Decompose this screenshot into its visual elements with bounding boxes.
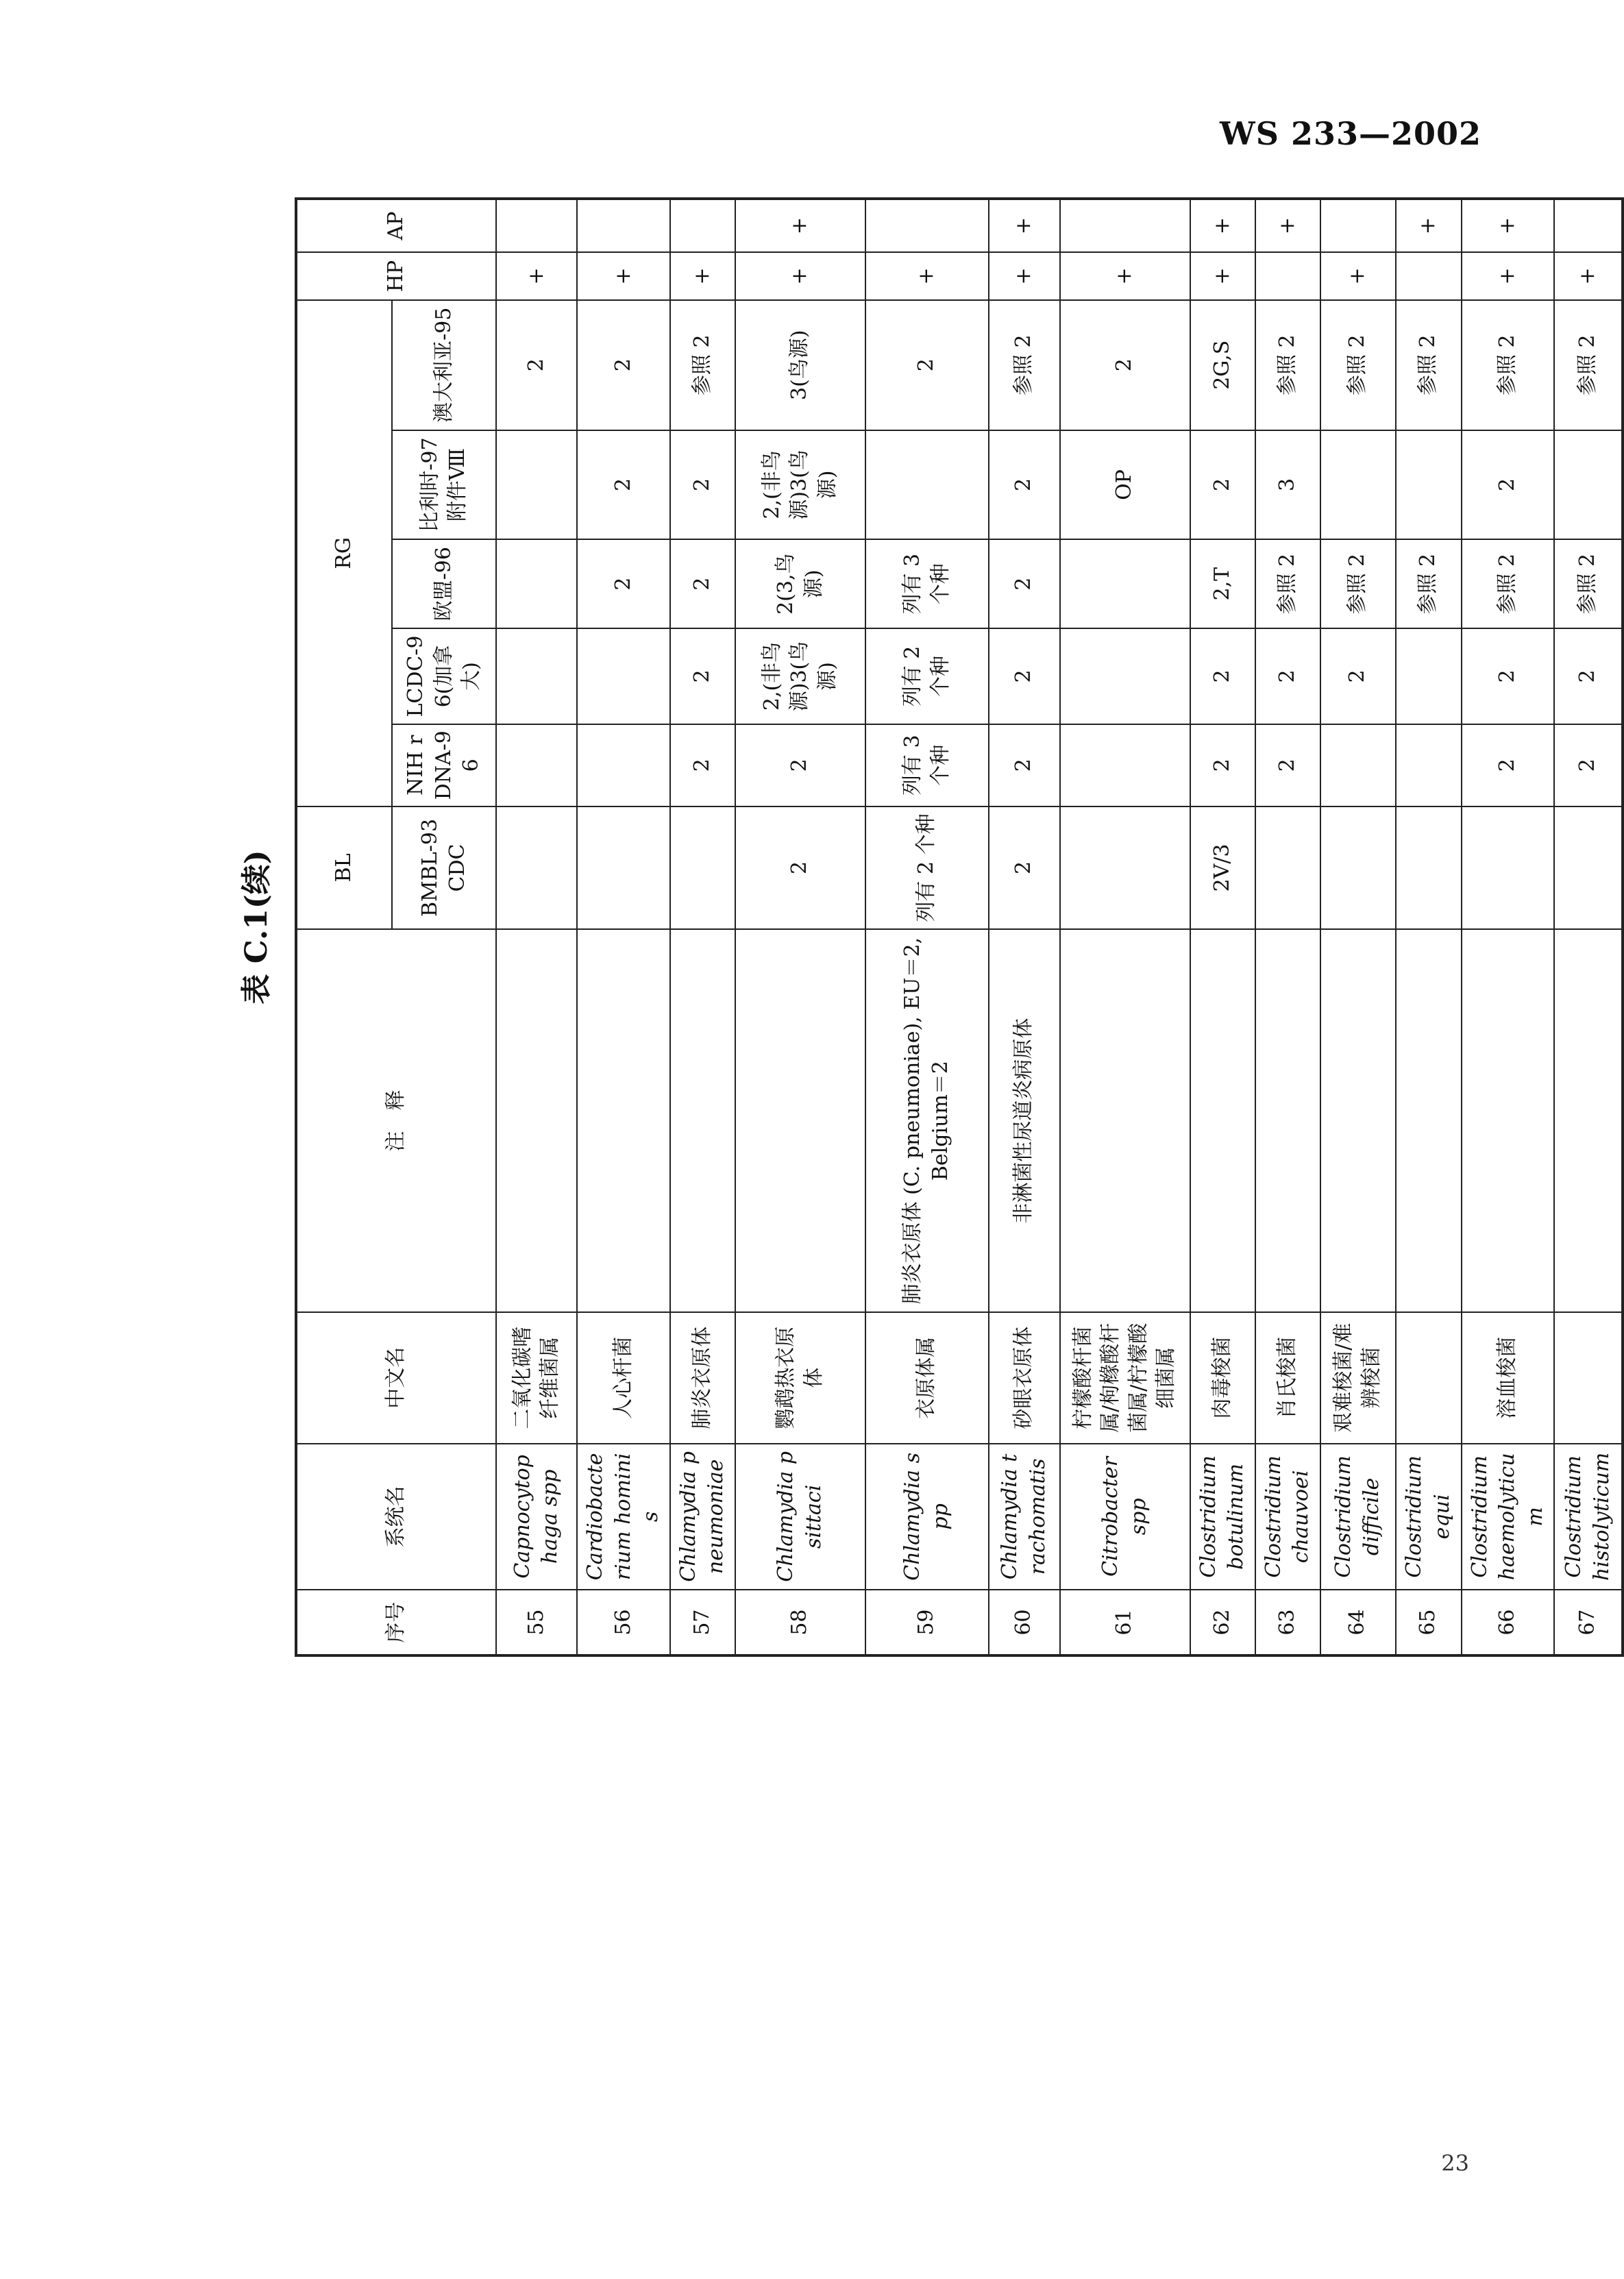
chinese-name: 肉毒梭菌 [1190,1312,1255,1444]
chinese-name [1554,1312,1623,1444]
scientific-name: Clostridium haemolyticum [1462,1444,1555,1590]
table-row [1554,199,1623,1655]
table-body [496,199,1623,1655]
belgium-value: 2,(非鸟源)3(鸟源) [735,430,865,540]
australia-value: 2 [865,300,989,430]
nih-value: 列有 3 个种 [865,724,989,806]
row-index: 55 [496,1590,577,1655]
lcdc-value: 2 [989,628,1060,724]
lcdc-value: 2 [1462,628,1555,724]
scientific-name: Capnocytophaga spp [496,1444,577,1590]
lcdc-value: 列有 2 个种 [865,628,989,724]
table-row [1396,199,1462,1655]
nih-value: 2 [1462,724,1555,806]
notes [496,929,577,1312]
table-row [1190,199,1255,1655]
eu-value: 参照 2 [1396,539,1462,628]
ap-mark [577,199,670,252]
row-index: 61 [1060,1590,1190,1655]
row-index: 60 [989,1590,1060,1655]
lcdc-value: 2,(非鸟源)3(鸟源) [735,628,865,724]
bmbl-value [496,806,577,930]
nih-value: 2 [989,724,1060,806]
hp-mark: + [865,252,989,300]
chinese-name [1396,1312,1462,1444]
table-title: 表 C.1(续) [239,850,274,1005]
bmbl-value [1255,806,1320,930]
ap-mark [865,199,989,252]
nih-value [1320,724,1396,806]
scientific-name: Clostridium equi [1396,1444,1462,1590]
australia-value: 2 [1060,300,1190,430]
nih-value [1060,724,1190,806]
row-index: 59 [865,1590,989,1655]
chinese-name: 砂眼衣原体 [989,1312,1060,1444]
scientific-name: Clostridium histolyticum [1554,1444,1623,1590]
scientific-name: Citrobacter spp [1060,1444,1190,1590]
notes [1554,929,1623,1312]
australia-value: 2G,S [1190,300,1255,430]
row-index: 57 [670,1590,735,1655]
table-row [735,199,865,1655]
nih-value: 2 [1190,724,1255,806]
col-belgium-header: 比利时-97附件Ⅷ [392,430,496,540]
bmbl-value [1554,806,1623,930]
notes [1396,929,1462,1312]
belgium-value: 2 [1462,430,1555,540]
hp-mark: + [1462,252,1555,300]
standard-number: WS 233—2002 [1220,115,1481,152]
nih-value: 2 [735,724,865,806]
scientific-name: Clostridium botulinum [1190,1444,1255,1590]
row-index: 67 [1554,1590,1623,1655]
col-hp-header: HP [296,252,496,300]
col-notes-header: 注 释 [296,929,496,1312]
australia-value: 参照 2 [1396,300,1462,430]
table-row [989,199,1060,1655]
notes [577,929,670,1312]
scientific-name: Chlamydia spp [865,1444,989,1590]
australia-value: 3(鸟源) [735,300,865,430]
eu-value: 参照 2 [1320,539,1396,628]
belgium-value: OP [1060,430,1190,540]
ap-mark: + [1462,199,1555,252]
table-row [670,199,735,1655]
col-ap-header: AP [296,199,496,252]
chinese-name: 艰难梭菌/难辨梭菌 [1320,1312,1396,1444]
lcdc-value [577,628,670,724]
hp-mark: + [1190,252,1255,300]
hp-mark: + [1060,252,1190,300]
col-lcdc-header: LCDC-96(加拿大) [392,628,496,724]
row-index: 56 [577,1590,670,1655]
lcdc-value: 2 [1554,628,1623,724]
australia-value: 参照 2 [1554,300,1623,430]
col-australia-header: 澳大利亚-95 [392,300,496,430]
nih-value [1396,724,1462,806]
hp-mark [1255,252,1320,300]
notes: 非淋菌性尿道炎病原体 [989,929,1060,1312]
eu-value: 列有 3 个种 [865,539,989,628]
eu-value: 2 [577,539,670,628]
lcdc-value [496,628,577,724]
bmbl-value: 2 [735,806,865,930]
notes [1255,929,1320,1312]
belgium-value [1396,430,1462,540]
ap-mark [1060,199,1190,252]
eu-value: 参照 2 [1462,539,1555,628]
ap-mark [1320,199,1396,252]
eu-value: 参照 2 [1255,539,1320,628]
belgium-value: 2 [670,430,735,540]
table-row [1320,199,1396,1655]
belgium-value [496,430,577,540]
scientific-name: Chlamydia pneumoniae [670,1444,735,1590]
eu-value: 2 [989,539,1060,628]
nih-value: 2 [670,724,735,806]
notes [670,929,735,1312]
australia-value: 参照 2 [1320,300,1396,430]
eu-value: 2,T [1190,539,1255,628]
australia-value: 2 [577,300,670,430]
notes [1060,929,1190,1312]
bmbl-value [1462,806,1555,930]
chinese-name: 人心杆菌 [577,1312,670,1444]
belgium-value [1554,430,1623,540]
scientific-name: Chlamydia psittaci [735,1444,865,1590]
col-bl-header: BL [296,806,392,930]
ap-mark: + [1255,199,1320,252]
bmbl-value: 2V/3 [1190,806,1255,930]
chinese-name: 鹦鹉热衣原体 [735,1312,865,1444]
scientific-name: Cardiobacterium hominis [577,1444,670,1590]
lcdc-value: 2 [1190,628,1255,724]
eu-value: 参照 2 [1554,539,1623,628]
bmbl-value [1396,806,1462,930]
col-chinese-header: 中文名 [296,1312,496,1444]
australia-value: 2 [496,300,577,430]
bmbl-value [670,806,735,930]
chinese-name: 衣原体属 [865,1312,989,1444]
notes [1462,929,1555,1312]
bmbl-value [577,806,670,930]
eu-value: 2 [670,539,735,628]
ap-mark [1554,199,1623,252]
row-index: 66 [1462,1590,1555,1655]
table-row [1060,199,1190,1655]
eu-value [496,539,577,628]
notes [735,929,865,1312]
australia-value: 参照 2 [670,300,735,430]
page-number: 23 [1441,2150,1469,2176]
scientific-name: Chlamydia trachomatis [989,1444,1060,1590]
notes [1190,929,1255,1312]
belgium-value: 3 [1255,430,1320,540]
belgium-value [1320,430,1396,540]
bmbl-value: 2 [989,806,1060,930]
australia-value: 参照 2 [989,300,1060,430]
col-index-header: 序号 [296,1590,496,1655]
rotated-table-container [239,197,1614,1657]
ap-mark [496,199,577,252]
row-index: 62 [1190,1590,1255,1655]
hp-mark [1396,252,1462,300]
row-index: 65 [1396,1590,1462,1655]
hp-mark: + [496,252,577,300]
hp-mark: + [577,252,670,300]
chinese-name: 二氧化碳嗜纤维菌属 [496,1312,577,1444]
table-row [865,199,989,1655]
col-bmbl-header: BMBL-93CDC [392,806,496,930]
lcdc-value [1060,628,1190,724]
ap-mark: + [1396,199,1462,252]
eu-value: 2(3,鸟源) [735,539,865,628]
table-row [1462,199,1555,1655]
table-row [1255,199,1320,1655]
scientific-name: Clostridium chauvoei [1255,1444,1320,1590]
hp-mark: + [989,252,1060,300]
bmbl-value: 列有 2 个种 [865,806,989,930]
belgium-value [865,430,989,540]
ap-mark: + [1190,199,1255,252]
col-nih-header: NIH rDNA-96 [392,724,496,806]
table-row [496,199,577,1655]
hp-mark: + [670,252,735,300]
chinese-name: 柠檬酸杆菌属/枸橼酸杆菌属/柠檬酸细菌属 [1060,1312,1190,1444]
col-eu-header: 欧盟-96 [392,539,496,628]
lcdc-value: 2 [1255,628,1320,724]
nih-value [577,724,670,806]
ap-mark: + [735,199,865,252]
belgium-value: 2 [577,430,670,540]
col-rg-header: RG [296,300,392,806]
chinese-name: 溶血梭菌 [1462,1312,1555,1444]
table-row [577,199,670,1655]
row-index: 64 [1320,1590,1396,1655]
hp-mark: + [1554,252,1623,300]
col-scientific-header: 系统名 [296,1444,496,1590]
ap-mark: + [989,199,1060,252]
notes: 肺炎衣原体 (C. pneumoniae), EU＝2,Belgium＝2 [865,929,989,1312]
row-index: 58 [735,1590,865,1655]
notes [1320,929,1396,1312]
australia-value: 参照 2 [1255,300,1320,430]
chinese-name: 肺炎衣原体 [670,1312,735,1444]
lcdc-value [1396,628,1462,724]
ap-mark [670,199,735,252]
classification-table [295,197,1624,1657]
belgium-value: 2 [1190,430,1255,540]
nih-value [496,724,577,806]
eu-value [1060,539,1190,628]
belgium-value: 2 [989,430,1060,540]
row-index: 63 [1255,1590,1320,1655]
chinese-name: 肖氏梭菌 [1255,1312,1320,1444]
hp-mark: + [1320,252,1396,300]
bmbl-value [1060,806,1190,930]
nih-value: 2 [1255,724,1320,806]
hp-mark: + [735,252,865,300]
nih-value: 2 [1554,724,1623,806]
bmbl-value [1320,806,1396,930]
lcdc-value: 2 [1320,628,1396,724]
lcdc-value: 2 [670,628,735,724]
scientific-name: Clostridium difficile [1320,1444,1396,1590]
australia-value: 参照 2 [1462,300,1555,430]
